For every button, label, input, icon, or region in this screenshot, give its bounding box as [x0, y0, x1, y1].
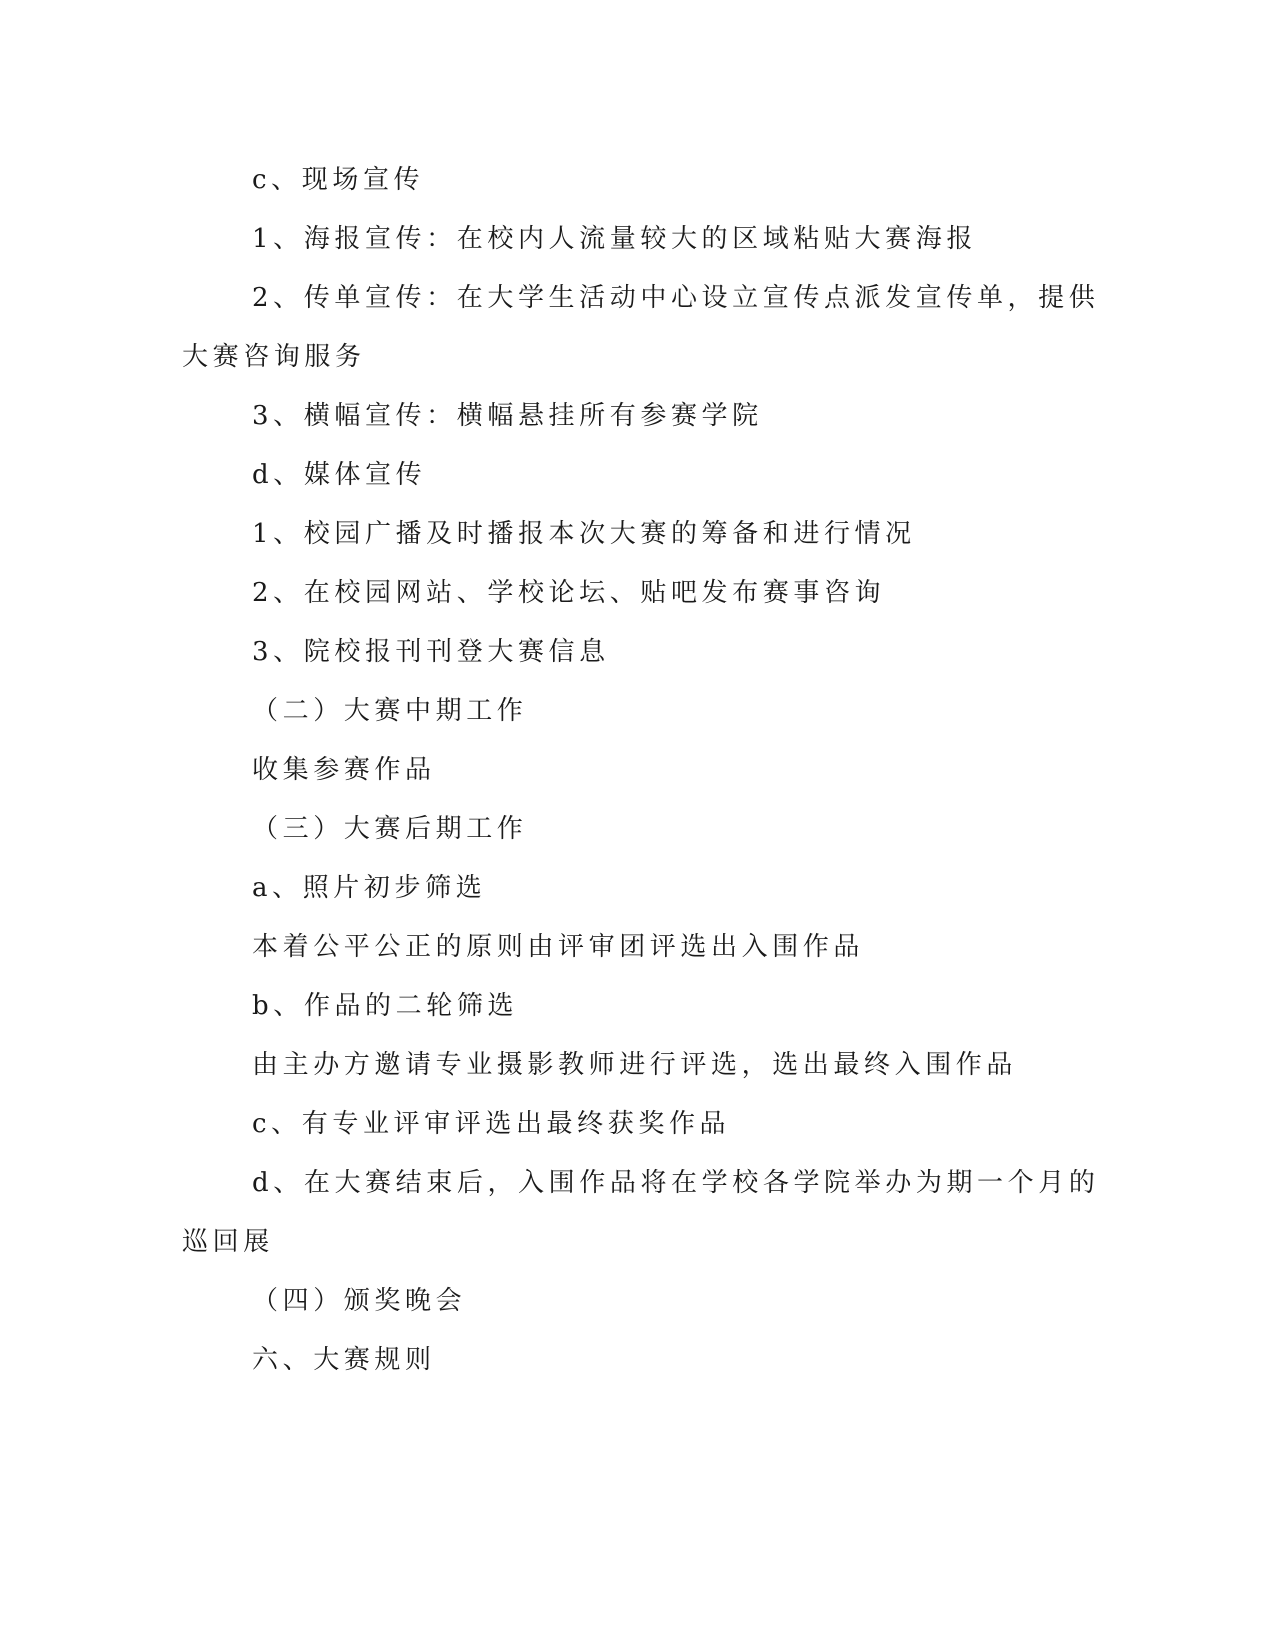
section-heading-contest-rules: 六、大赛规则: [252, 1345, 436, 1375]
paragraph-collect-entries: 收集参赛作品: [252, 755, 436, 785]
section-heading-mid-stage: （二）大赛中期工作: [252, 696, 528, 726]
list-item-campus-radio: 1、校园广播及时播报本次大赛的筹备和进行情况: [252, 519, 916, 549]
subheading-initial-screening: a、照片初步筛选: [252, 873, 487, 903]
subheading-touring-exhibition-continued: 巡回展: [182, 1227, 274, 1257]
list-item-flyer-promotion: 2、传单宣传：在大学生活动中心设立宣传点派发宣传单，提供: [252, 283, 1100, 313]
paragraph-second-round: 由主办方邀请专业摄影教师进行评选，选出最终入围作品: [252, 1050, 1018, 1080]
paragraph-initial-screening: 本着公平公正的原则由评审团评选出入围作品: [252, 932, 865, 962]
subheading-touring-exhibition: d、在大赛结束后，入围作品将在学校各学院举办为期一个月的: [252, 1168, 1100, 1198]
section-heading-late-stage: （三）大赛后期工作: [252, 814, 528, 844]
section-heading-media-promotion: d、媒体宣传: [252, 460, 427, 490]
list-item-flyer-promotion-continued: 大赛咨询服务: [182, 342, 366, 372]
list-item-campus-website: 2、在校园网站、学校论坛、贴吧发布赛事咨询: [252, 578, 886, 608]
list-item-campus-newspaper: 3、院校报刊刊登大赛信息: [252, 637, 610, 667]
subheading-second-round: b、作品的二轮筛选: [252, 991, 519, 1021]
subheading-final-award: c、有专业评审评选出最终获奖作品: [252, 1109, 731, 1139]
section-heading-award-ceremony: （四）颁奖晚会: [252, 1286, 467, 1316]
list-item-banner-promotion: 3、横幅宣传：横幅悬挂所有参赛学院: [252, 401, 763, 431]
list-item-poster-promotion: 1、海报宣传：在校内人流量较大的区域粘贴大赛海报: [252, 224, 977, 254]
section-heading-onsite-promotion: c、现场宣传: [252, 165, 425, 195]
